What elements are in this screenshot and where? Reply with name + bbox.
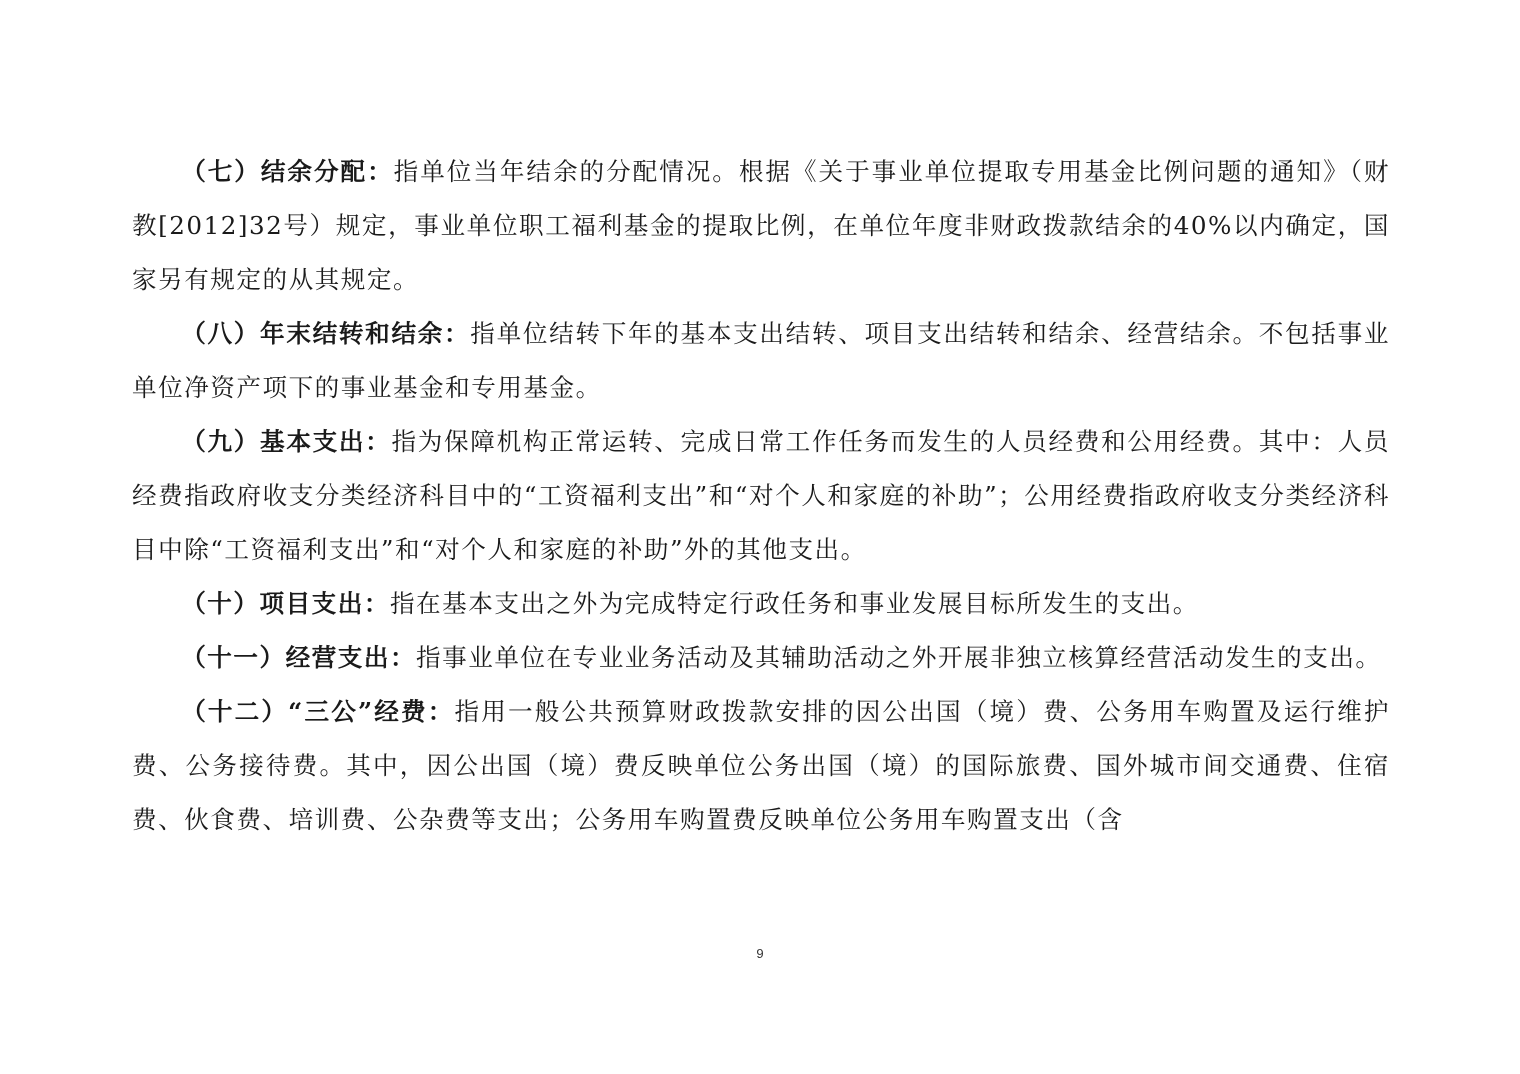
definition-basic-expenditure: 指为保障机构正常运转、完成日常工作任务而发生的人员经费和公用经费。其中：人员经费指政府收支分类经济科目中的“工资福利支出”和“对个人和家庭的补助”；公用经费指政府收支分类经济科目中除“工资福利支出”和“对个人和家庭的补助”外的其他支出。 xyxy=(132,427,1390,564)
definition-project-expenditure: 指在基本支出之外为完成特定行政任务和事业发展目标所发生的支出。 xyxy=(389,589,1199,618)
definition-operating-expenditure: 指事业单位在专业业务活动及其辅助活动之外开展非独立核算经营活动发生的支出。 xyxy=(416,643,1382,672)
paragraph-surplus-distribution xyxy=(132,145,1390,307)
term-three-public-expenses: （十二）“三公”经费： xyxy=(181,697,455,726)
definition-three-public-expenses: 指用一般公共预算财政拨款安排的因公出国（境）费、公务用车购置及运行维护费、公务接待费。其中，因公出国（境）费反映单位公务出国（境）的国际旅费、国外城市间交通费、住宿费、伙食费、培训费、公杂费等支出；公务用车购置费反映单位公务用车购置支出（含 xyxy=(132,697,1390,834)
term-operating-expenditure: （十一）经营支出： xyxy=(181,643,417,672)
term-year-end-carryover: （八）年末结转和结余： xyxy=(181,319,471,348)
paragraph-year-end-carryover xyxy=(132,307,1390,415)
paragraph-three-public-expenses xyxy=(132,685,1390,847)
paragraph-operating-expenditure xyxy=(132,631,1390,685)
term-surplus-distribution: （七）结余分配： xyxy=(181,157,394,186)
paragraph-project-expenditure xyxy=(132,577,1390,631)
term-basic-expenditure: （九）基本支出： xyxy=(181,427,392,456)
document-body xyxy=(132,145,1390,847)
definition-surplus-distribution: 指单位当年结余的分配情况。根据《关于事业单位提取专用基金比例问题的通知》（财教[2012]32号）规定，事业单位职工福利基金的提取比例，在单位年度非财政拨款结余的40%以内确定，国家另有规定的从其规定。 xyxy=(132,157,1390,294)
term-project-expenditure: （十）项目支出： xyxy=(181,589,390,618)
definition-year-end-carryover: 指单位结转下年的基本支出结转、项目支出结转和结余、经营结余。不包括事业单位净资产项下的事业基金和专用基金。 xyxy=(132,319,1390,402)
page-number: 9 xyxy=(756,946,764,961)
paragraph-basic-expenditure xyxy=(132,415,1390,577)
